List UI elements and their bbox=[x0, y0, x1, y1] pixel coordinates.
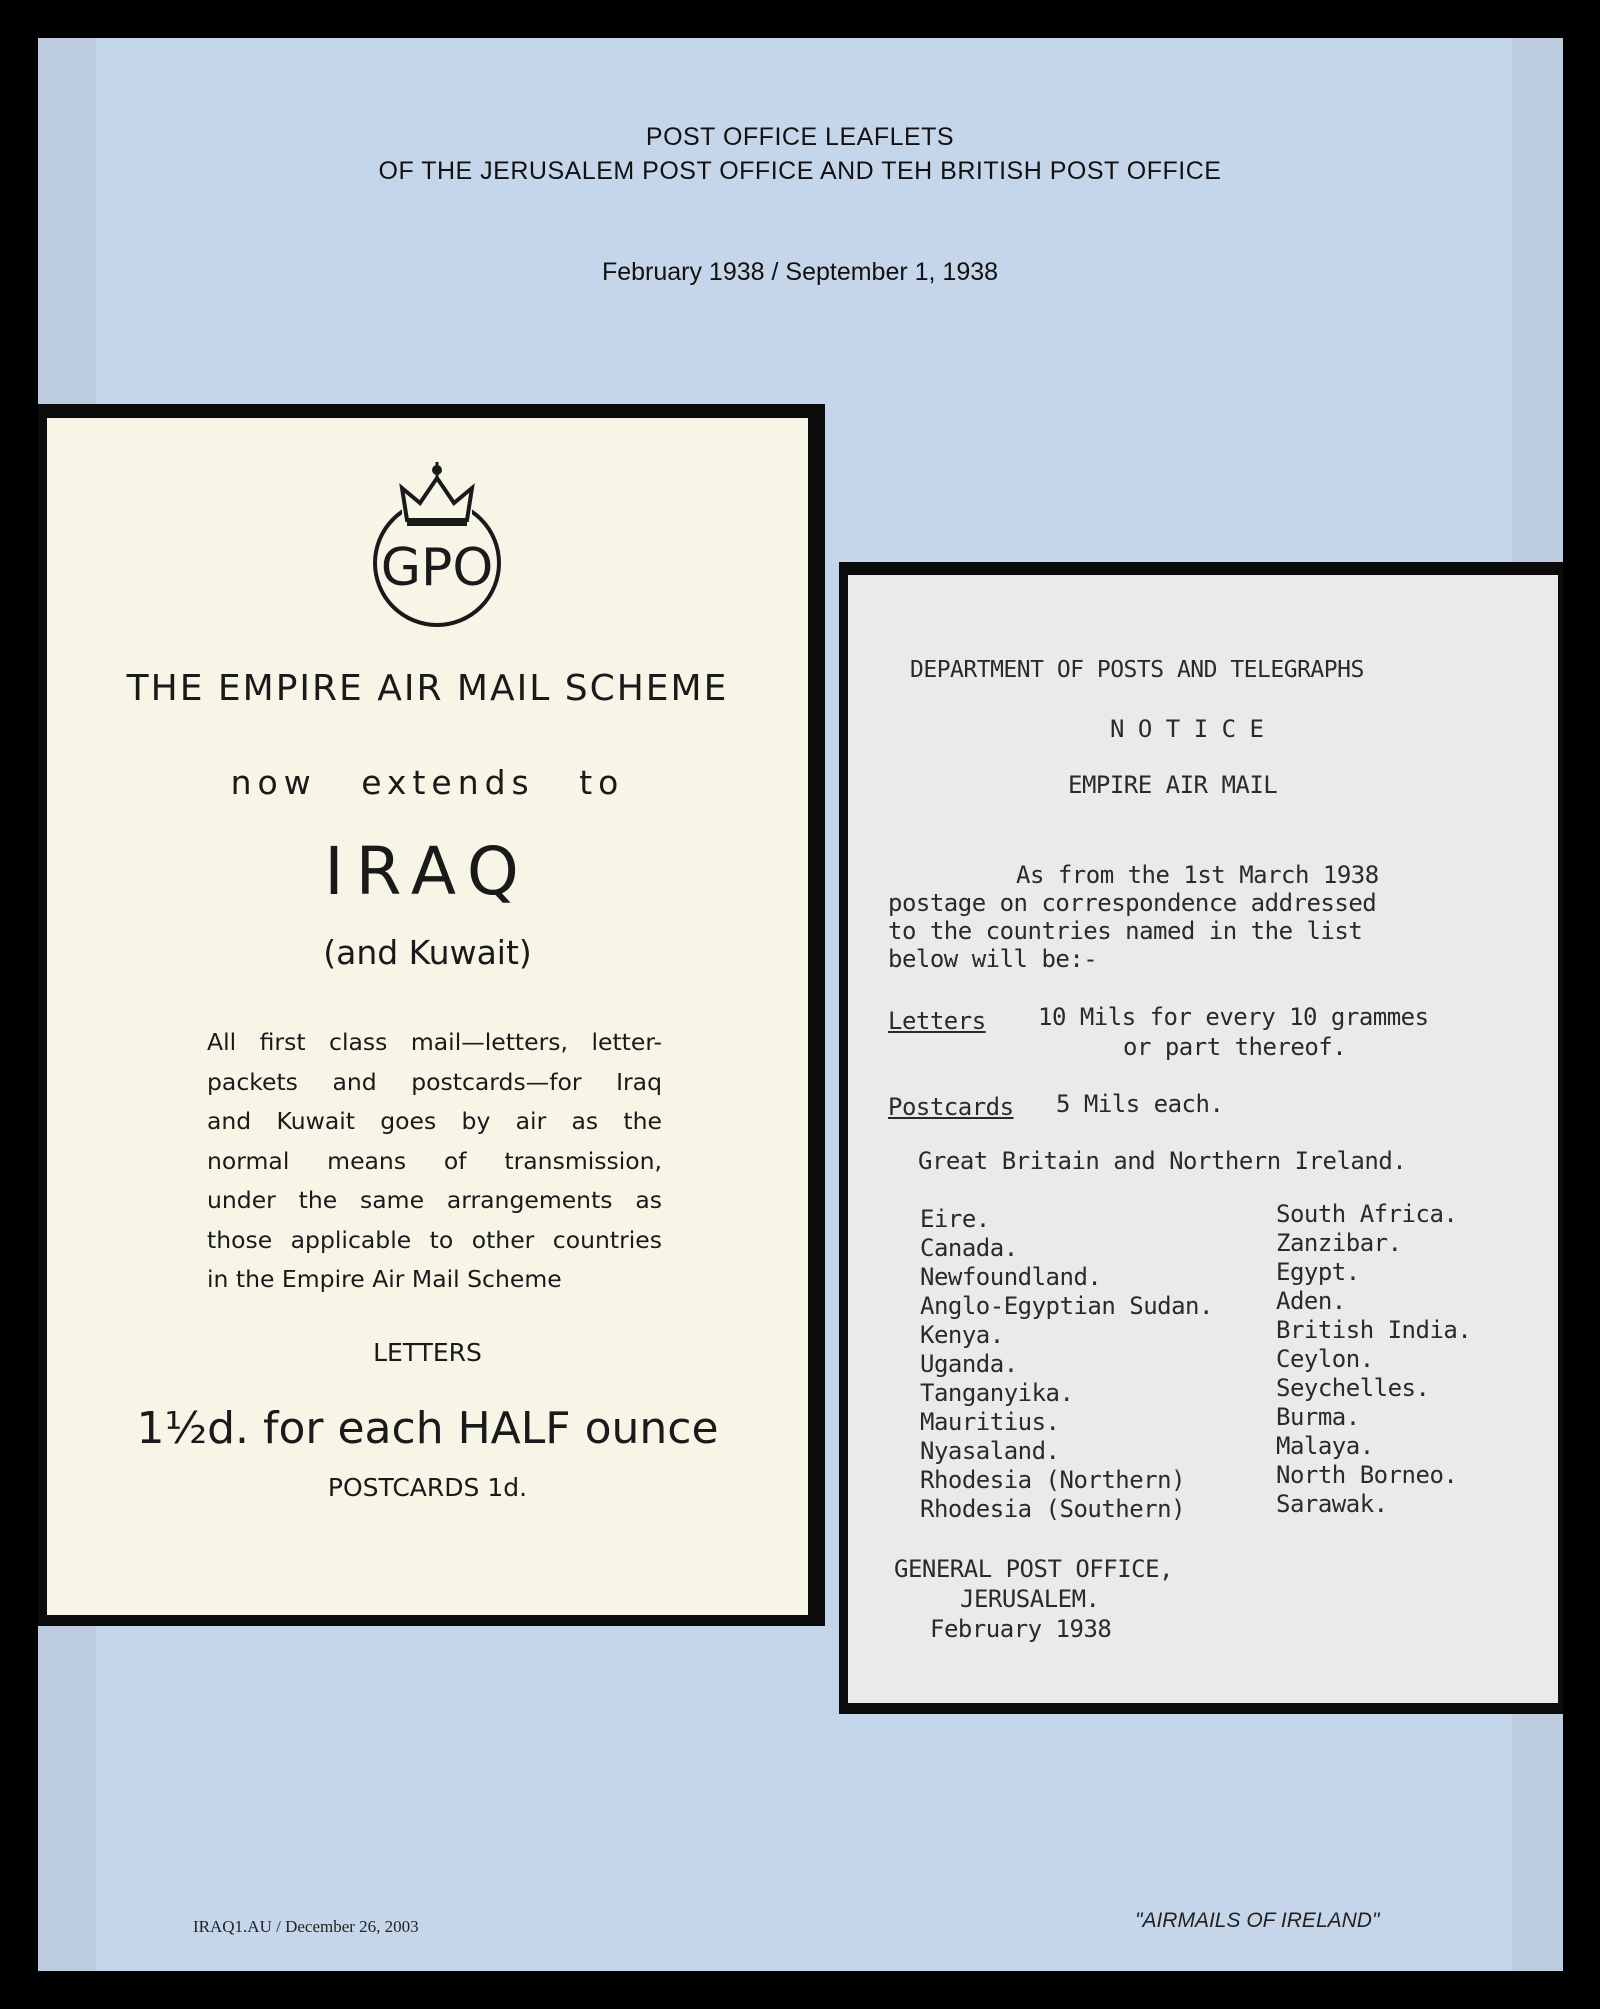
body-line: in the Empire Air Mail Scheme bbox=[207, 1265, 562, 1293]
country-item: Rhodesia (Northern) bbox=[920, 1466, 1186, 1494]
country-item: Mauritius. bbox=[920, 1408, 1060, 1436]
sub-country: (and Kuwait) bbox=[323, 933, 532, 972]
country-item: North Borneo. bbox=[1276, 1461, 1458, 1489]
notice-letters-rate: 10 Mils for every 10 grammes bbox=[1038, 1003, 1429, 1031]
gpo-leaflet bbox=[47, 418, 808, 1615]
notice-intro-line: below will be:- bbox=[888, 945, 1098, 973]
country-item: Aden. bbox=[1276, 1287, 1346, 1315]
notice-sign-city: JERUSALEM. bbox=[960, 1585, 1100, 1613]
notice-letters-rate2: or part thereof. bbox=[1123, 1033, 1347, 1061]
country-item: Seychelles. bbox=[1276, 1374, 1430, 1402]
page-dates: February 1938 / September 1, 1938 bbox=[601, 258, 999, 286]
country-heading: IRAQ bbox=[324, 833, 531, 910]
notice-intro-line: to the countries named in the list bbox=[888, 917, 1363, 945]
body-line: and Kuwait goes by air as the bbox=[207, 1107, 662, 1135]
extends-text: now extends to bbox=[230, 763, 625, 802]
notice-postcards-label: Postcards bbox=[888, 1093, 1014, 1121]
notice-intro-line: As from the 1st March 1938 bbox=[1016, 861, 1379, 889]
country-item: Sarawak. bbox=[1276, 1490, 1388, 1518]
body-line: normal means of transmission, bbox=[207, 1146, 662, 1175]
notice-department: DEPARTMENT OF POSTS AND TELEGRAPHS bbox=[910, 657, 1364, 683]
countries-left-column bbox=[920, 1205, 1213, 1523]
letters-rate: 1½d. for each HALF ounce bbox=[136, 1403, 719, 1454]
page-title-line1: POST OFFICE LEAFLETS bbox=[645, 123, 955, 151]
letters-label: LETTERS bbox=[373, 1338, 482, 1367]
country-item: Nyasaland. bbox=[920, 1437, 1060, 1465]
country-item: Rhodesia (Southern) bbox=[920, 1495, 1186, 1523]
leaflet-body bbox=[207, 1023, 662, 1300]
country-item: Tanganyika. bbox=[920, 1379, 1074, 1407]
notice-letters-label: Letters bbox=[888, 1007, 986, 1035]
body-line: under the same arrangements as bbox=[207, 1186, 662, 1214]
jerusalem-notice bbox=[848, 575, 1558, 1703]
country-item: Eire. bbox=[920, 1205, 990, 1233]
countries-right-column bbox=[1276, 1200, 1472, 1518]
country-item: Ceylon. bbox=[1276, 1345, 1374, 1373]
country-item: Newfoundland. bbox=[920, 1263, 1102, 1291]
footer-reference: IRAQ1.AU / December 26, 2003 bbox=[193, 1917, 419, 1936]
gpo-crown-crest-icon bbox=[362, 458, 512, 628]
body-line: packets and postcards—for Iraq bbox=[207, 1067, 662, 1096]
page-title-line2: OF THE JERUSALEM POST OFFICE AND TEH BRITISH POST OFFICE bbox=[378, 157, 1222, 185]
country-item: British India. bbox=[1276, 1316, 1472, 1344]
country-item: Malaya. bbox=[1276, 1432, 1374, 1460]
country-item: Zanzibar. bbox=[1276, 1229, 1402, 1257]
notice-subtitle: EMPIRE AIR MAIL bbox=[1068, 771, 1278, 799]
notice-intro-line: postage on correspondence addressed bbox=[888, 889, 1377, 917]
notice-sign-date: February 1938 bbox=[930, 1615, 1112, 1643]
body-line: those applicable to other countries bbox=[207, 1225, 662, 1254]
crest-gpo-text: GPO bbox=[380, 538, 494, 598]
country-item: South Africa. bbox=[1276, 1200, 1458, 1228]
country-item: Canada. bbox=[920, 1234, 1018, 1262]
country-item: Kenya. bbox=[920, 1321, 1004, 1349]
footer-collection-title: "AIRMAILS OF IRELAND" bbox=[1135, 1909, 1380, 1932]
country-item: Anglo-Egyptian Sudan. bbox=[920, 1292, 1213, 1320]
scheme-heading: THE EMPIRE AIR MAIL SCHEME bbox=[126, 668, 729, 709]
country-item: Uganda. bbox=[920, 1350, 1018, 1378]
country-item: Egypt. bbox=[1276, 1258, 1360, 1286]
country-item: Burma. bbox=[1276, 1403, 1360, 1431]
postcards-rate: POSTCARDS 1d. bbox=[327, 1473, 528, 1502]
body-line: All first class mail—letters, letter- bbox=[207, 1028, 662, 1056]
notice-postcards-rate: 5 Mils each. bbox=[1056, 1090, 1224, 1118]
notice-first-country: Great Britain and Northern Ireland. bbox=[918, 1147, 1407, 1175]
notice-sign-office: GENERAL POST OFFICE, bbox=[894, 1555, 1173, 1583]
page-title bbox=[0, 120, 1600, 188]
notice-title: N O T I C E bbox=[1110, 715, 1264, 743]
